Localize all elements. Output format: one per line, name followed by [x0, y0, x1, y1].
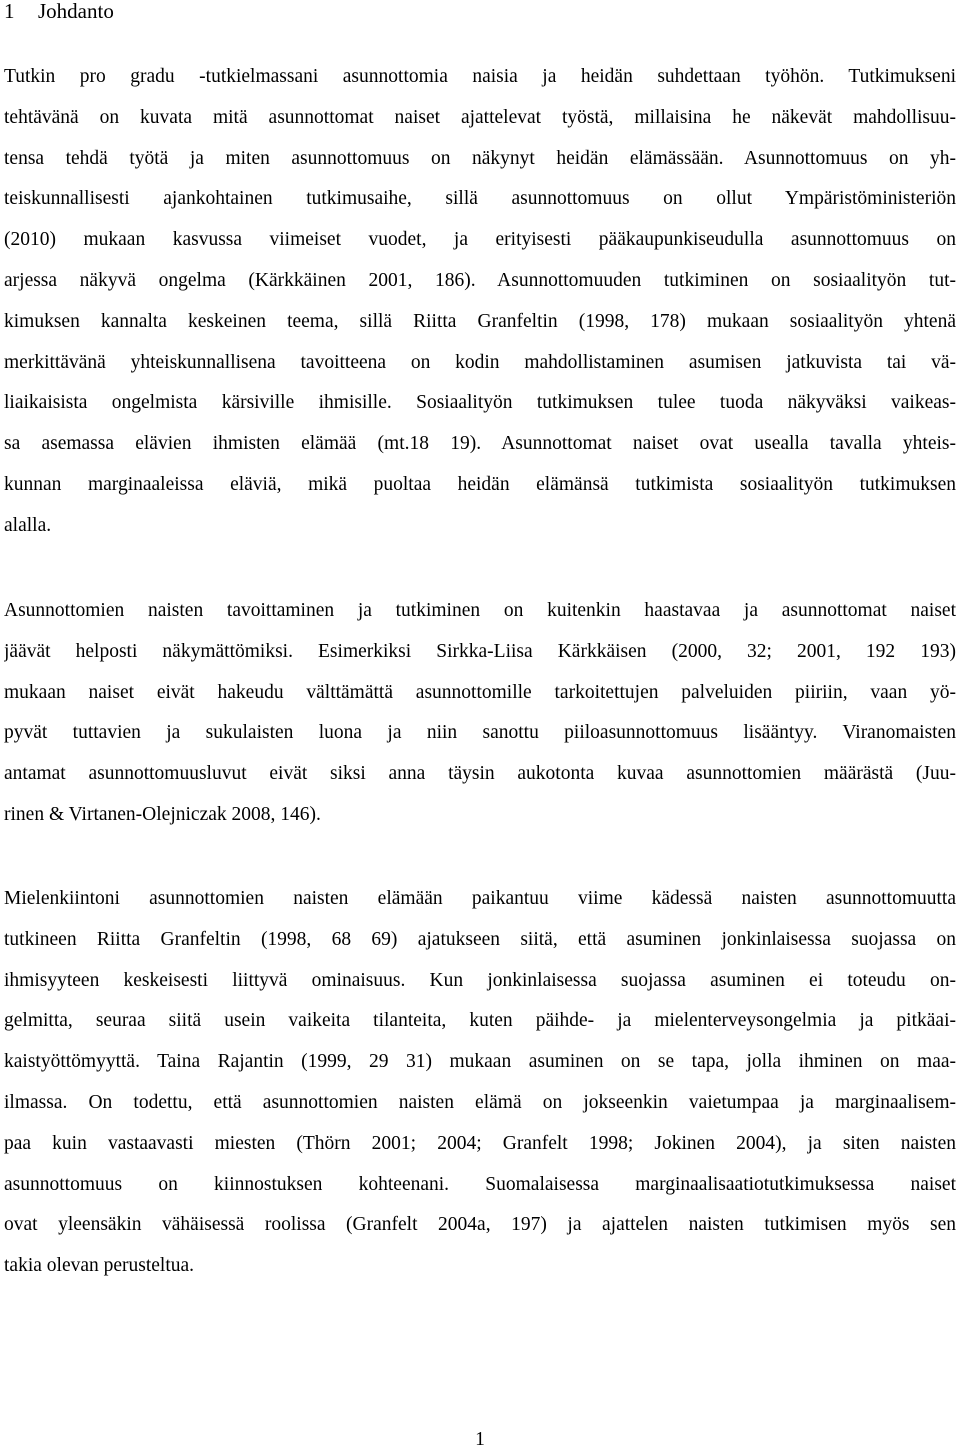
text-line: kaistyöttömyyttä. Taina Rajantin (1999, 29 31) mukaan asuminen on se tapa, jolla ihminen on maa- [4, 1051, 956, 1073]
text-line: Asunnottomien naisten tavoittaminen ja tutkiminen on kuitenkin haastavaa ja asunnottomat naiset [4, 600, 956, 621]
text-line: liaikaisista ongelmista kärsiville ihmisille. Sosiaalityön tutkimuksen tulee tuoda näkyväksi vaikeas- [4, 392, 956, 414]
text-line: tehtävänä on kuvata mitä asunnottomat naiset ajattelevat työstä, millaisina he näkevät mahdollisuu- [4, 106, 956, 128]
paragraph-motivation [4, 879, 956, 1287]
text-line: merkittävänä yhteiskunnallisena tavoitteena on kodin mahdollistaminen asumisen jatkuvista tai vä- [4, 351, 956, 373]
text-line: kimuksen kannalta keskeinen teema, sillä Riitta Granfeltin (1998, 178) mukaan sosiaalityön yhtenä [4, 310, 956, 332]
text-line: arjessa näkyvä ongelma (Kärkkäinen 2001, 186). Asunnottomuuden tutkiminen on sosiaalityön tut- [4, 269, 956, 291]
text-line: kunnan marginaaleissa eläviä, mikä puoltaa heidän elämänsä tutkimista sosiaalityön tutkimuksen [4, 473, 956, 495]
text-line: tensa tehdä työtä ja miten asunnottomuus on näkynyt heidän elämässään. Asunnottomuus on yh- [4, 147, 956, 169]
text-line: mukaan naiset eivät hakeudu välttämättä asunnottomille tarkoitettujen palveluiden piiriin, vaan yö- [4, 681, 956, 703]
paragraph-intro [4, 57, 956, 547]
text-line: asunnottomuus on kiinnostuksen kohteenani. Suomalaisessa marginaalisaatiotutkimuksessa naiset [4, 1173, 956, 1195]
text-line: jäävät helposti näkymättömiksi. Esimerkiksi Sirkka-Liisa Kärkkäisen (2000, 32; 2001, 192 193) [4, 640, 956, 662]
section-heading [4, 0, 114, 24]
text-line: takia olevan perusteltua. [4, 1255, 195, 1277]
text-line: ihmisyyteen keskeisesti liittyvä ominaisuus. Kun jonkinlaisessa suojassa asuminen ei toteudu on- [4, 969, 956, 991]
text-line: (2010) mukaan kasvussa viimeiset vuodet, ja erityisesti pääkaupunkiseudulla asunnottomuus on [4, 229, 956, 251]
text-line: antamat asunnottomuusluvut eivät siksi anna täysin aukotonta kuvaa asunnottomien määrästä (Juu- [4, 763, 956, 785]
text-line: pyvät tuttavien ja sukulaisten luona ja niin sanottu piiloasunnottomuus lisääntyy. Viranomaisten [4, 722, 956, 744]
section-title: Johdanto [38, 0, 114, 23]
text-line: alalla. [4, 514, 52, 536]
text-line: ovat yleensäkin vähäisessä roolissa (Granfelt 2004a, 197) ja ajattelen naisten tutkimisen myös sen [4, 1214, 956, 1236]
text-line: teiskunnallisesti ajankohtainen tutkimusaihe, sillä asunnottomuus on ollut Ympäristöministeriön [4, 188, 956, 210]
text-line: sa asemassa elävien ihmisten elämää (mt.18 19). Asunnottomat naiset ovat usealla tavalla yhteis- [4, 433, 956, 455]
page-number: 1 [475, 1429, 485, 1450]
section-number: 1 [4, 0, 15, 23]
paragraph-challenges [4, 591, 956, 836]
text-line: Tutkin pro gradu -tutkielmassani asunnottomia naisia ja heidän suhdettaan työhön. Tutkimukseni [4, 66, 956, 87]
text-line: rinen & Virtanen-Olejniczak 2008, 146). [4, 803, 321, 825]
text-line: gelmitta, seuraa siitä usein vaikeita tilanteita, kuten päihde- ja mielenterveysongelmia ja pitkäai- [4, 1010, 956, 1032]
text-line: tutkineen Riitta Granfeltin (1998, 68 69) ajatukseen siitä, että asuminen jonkinlaisessa suojassa on [4, 928, 956, 950]
text-line: ilmassa. On todettu, että asunnottomien naisten elämä on jokseenkin vaietumpaa ja marginaalisem- [4, 1091, 956, 1113]
text-line: Mielenkiintoni asunnottomien naisten elämään paikantuu viime kädessä naisten asunnottomuutta [4, 888, 956, 909]
text-line: paa kuin vastaavasti miesten (Thörn 2001; 2004; Granfelt 1998; Jokinen 2004), ja siten naisten [4, 1132, 956, 1154]
